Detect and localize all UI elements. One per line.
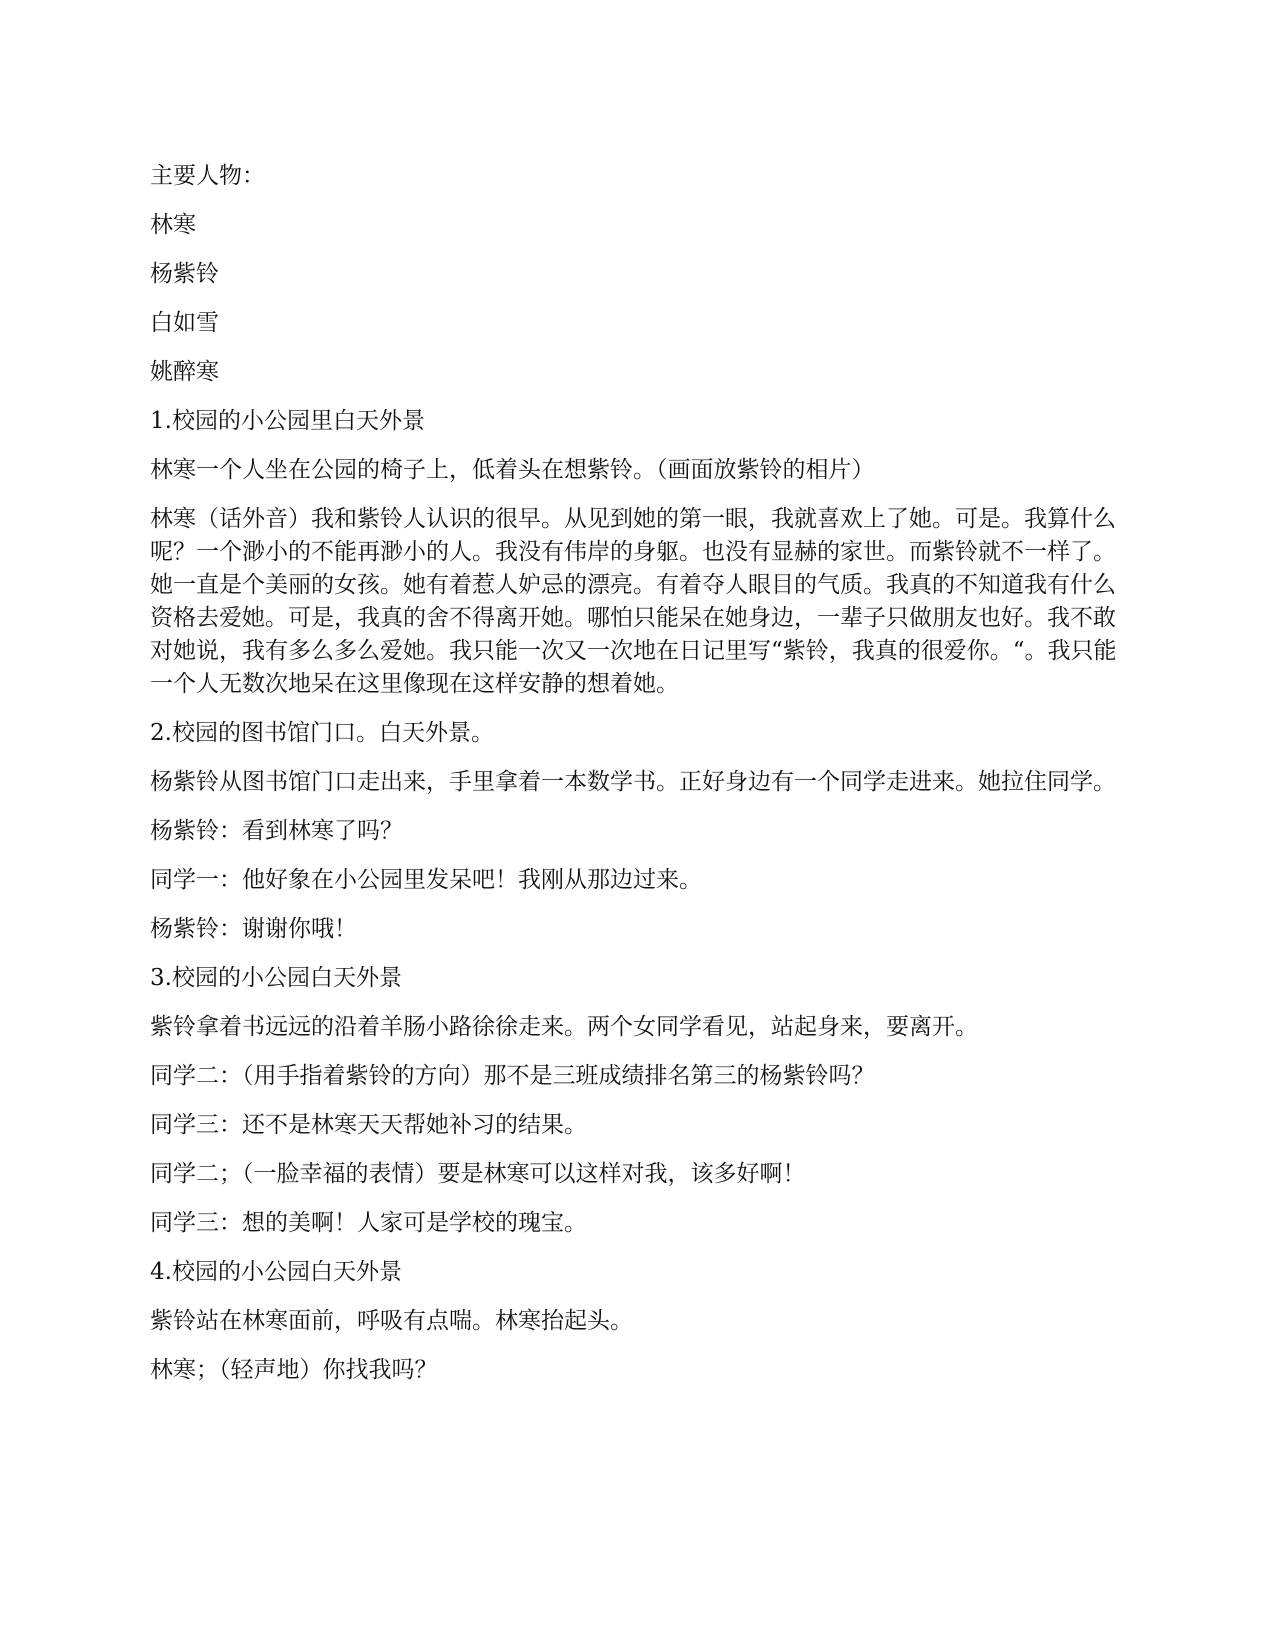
scene-action: 林寒一个人坐在公园的椅子上，低着头在想紫铃。（画面放紫铃的相片）: [150, 457, 875, 483]
dialogue-line: 同学二；（一脸幸福的表情）要是林寒可以这样对我，该多好啊！: [150, 1161, 806, 1187]
dialogue-line: 同学三：还不是林寒天天帮她补习的结果。: [150, 1112, 587, 1138]
dialogue-line: 杨紫铃：谢谢你哦！: [150, 916, 357, 942]
cast-member: 林寒: [150, 212, 196, 238]
dialogue-line: 林寒；（轻声地）你找我吗？: [150, 1357, 438, 1383]
scene-action: 紫铃拿着书远远的沿着羊肠小路徐徐走来。两个女同学看见，站起身来，要离开。: [150, 1014, 978, 1040]
cast-member: 姚醉寒: [150, 359, 219, 385]
scene-action: 杨紫铃从图书馆门口走出来，手里拿着一本数学书。正好身边有一个同学走进来。她拉住同学。: [150, 769, 1116, 795]
dialogue-line: 同学三：想的美啊！人家可是学校的瑰宝。: [150, 1210, 587, 1236]
voiceover-paragraph: 林寒（话外音）我和紫铃人认识的很早。从见到她的第一眼，我就喜欢上了她。可是。我算什么呢？一个渺小的不能再渺小的人。我没有伟岸的身躯。也没有显赫的家世。而紫铃就不一样了。她一直是个美丽的女孩。她有着惹人妒忌的漂亮。有着夺人眼目的气质。我真的不知道我有什么资格去爱她。可是，我真的舍不得离开她。哪怕只能呆在她身边，一辈子只做朋友也好。我不敢对她说，我有多么多么爱她。我只能一次又一次地在日记里写“紫铃，我真的很爱你。“。我只能一个人无数次地呆在这里像现在这样安静的想着她。: [150, 506, 1117, 697]
document-body: [150, 160, 1130, 1403]
dialogue-line: 同学一：他好象在小公园里发呆吧！我刚从那边过来。: [150, 867, 702, 893]
scene-action: 紫铃站在林寒面前，呼吸有点喘。林寒抬起头。: [150, 1308, 633, 1334]
dialogue-line: 同学二：（用手指着紫铃的方向）那不是三班成绩排名第三的杨紫铃吗？: [150, 1063, 875, 1089]
dialogue-line: 杨紫铃：看到林寒了吗？: [150, 818, 403, 844]
cast-heading: 主要人物：: [150, 163, 265, 189]
scene-heading: 2.校园的图书馆门口。白天外景。: [150, 720, 494, 746]
scene-heading: 3.校园的小公园白天外景: [150, 965, 402, 991]
cast-member: 白如雪: [150, 310, 219, 336]
cast-member: 杨紫铃: [150, 261, 219, 287]
scene-heading: 4.校园的小公园白天外景: [150, 1259, 402, 1285]
scene-heading: 1.校园的小公园里白天外景: [150, 408, 425, 434]
